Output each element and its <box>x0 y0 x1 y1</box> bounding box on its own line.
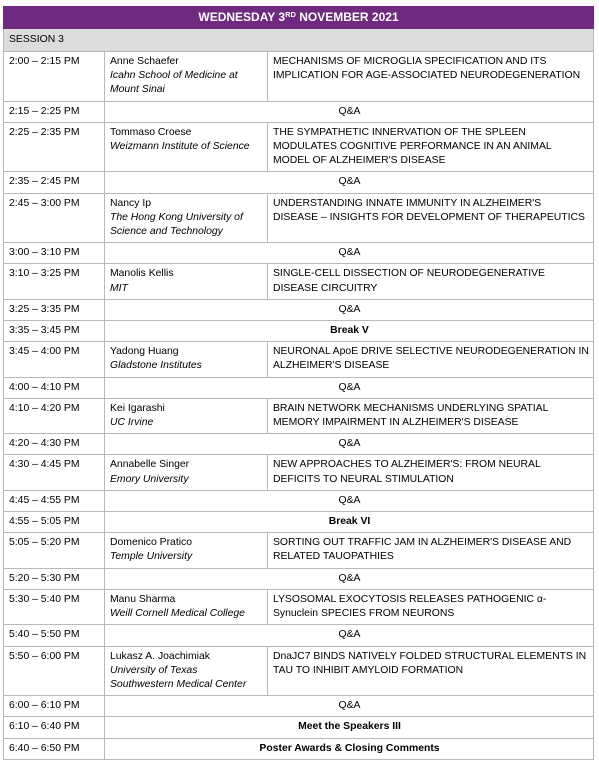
speaker-affiliation: Emory University <box>110 473 189 485</box>
qa-row <box>4 434 594 455</box>
time-cell: 6:00 – 6:10 PM <box>4 696 105 717</box>
talk-row <box>4 342 594 377</box>
speaker-cell <box>105 342 268 377</box>
speaker-cell <box>105 589 268 624</box>
day-title-month-year: NOVEMBER 2021 <box>295 10 399 25</box>
qa-label: Q&A <box>105 101 594 122</box>
speaker-name: Tommaso Croese <box>110 126 192 138</box>
time-cell: 6:10 – 6:40 PM <box>4 717 105 738</box>
talk-title: BRAIN NETWORK MECHANISMS UNDERLYING SPATIAL MEMORY IMPAIRMENT IN ALZHEIMER'S DISEASE <box>268 398 594 433</box>
speaker-cell <box>105 52 268 102</box>
speaker-affiliation: Weizmann Institute of Science <box>110 141 250 153</box>
speaker-cell <box>105 122 268 172</box>
schedule-page <box>3 6 593 760</box>
qa-label: Q&A <box>105 243 594 264</box>
session-row <box>4 29 594 52</box>
qa-label: Q&A <box>105 434 594 455</box>
time-cell: 3:45 – 4:00 PM <box>4 342 105 377</box>
time-cell: 2:35 – 2:45 PM <box>4 172 105 193</box>
speaker-cell <box>105 646 268 696</box>
qa-row <box>4 625 594 646</box>
time-cell: 3:25 – 3:35 PM <box>4 299 105 320</box>
break-label: Break V <box>105 321 594 342</box>
qa-row <box>4 101 594 122</box>
session-label: SESSION 3 <box>4 29 594 52</box>
talk-row <box>4 193 594 243</box>
break-row <box>4 738 594 759</box>
break-row <box>4 717 594 738</box>
qa-row <box>4 377 594 398</box>
talk-title: LYSOSOMAL EXOCYTOSIS RELEASES PATHOGENIC α-Synuclein SPECIES FROM NEURONS <box>268 589 594 624</box>
speaker-cell <box>105 398 268 433</box>
speaker-name: Manolis Kellis <box>110 268 174 280</box>
speaker-name: Yadong Huang <box>110 346 179 358</box>
time-cell: 5:20 – 5:30 PM <box>4 568 105 589</box>
header-row <box>4 7 594 29</box>
speaker-name: Anne Schaefer <box>110 56 179 67</box>
qa-row <box>4 490 594 511</box>
time-cell: 3:10 – 3:25 PM <box>4 264 105 299</box>
time-cell: 2:15 – 2:25 PM <box>4 101 105 122</box>
break-label: Break VI <box>105 512 594 533</box>
qa-label: Q&A <box>105 299 594 320</box>
time-cell: 5:40 – 5:50 PM <box>4 625 105 646</box>
time-cell: 4:00 – 4:10 PM <box>4 377 105 398</box>
speaker-name: Nancy Ip <box>110 197 152 209</box>
qa-label: Q&A <box>105 568 594 589</box>
break-row <box>4 512 594 533</box>
talk-row <box>4 264 594 299</box>
speaker-cell <box>105 193 268 243</box>
day-title-day: WEDNESDAY 3 <box>198 10 286 25</box>
talk-title: SINGLE-CELL DISSECTION OF NEURODEGENERATIVE DISEASE CIRCUITRY <box>268 264 594 299</box>
qa-label: Q&A <box>105 172 594 193</box>
qa-row <box>4 172 594 193</box>
talk-row <box>4 122 594 172</box>
speaker-affiliation: Weill Cornell Medical College <box>110 608 245 620</box>
qa-label: Q&A <box>105 377 594 398</box>
speaker-name: Annabelle Singer <box>110 459 190 471</box>
speaker-affiliation: UC Irvine <box>110 417 154 429</box>
time-cell: 5:50 – 6:00 PM <box>4 646 105 696</box>
qa-row <box>4 568 594 589</box>
time-cell: 4:55 – 5:05 PM <box>4 512 105 533</box>
talk-title: SORTING OUT TRAFFIC JAM IN ALZHEIMER'S DISEASE AND RELATED TAUOPATHIES <box>268 533 594 568</box>
speaker-affiliation: MIT <box>110 282 128 294</box>
day-title <box>4 7 594 29</box>
speaker-name: Manu Sharma <box>110 593 176 605</box>
qa-label: Q&A <box>105 625 594 646</box>
qa-row <box>4 299 594 320</box>
time-cell: 6:40 – 6:50 PM <box>4 738 105 759</box>
qa-row <box>4 696 594 717</box>
talk-row <box>4 398 594 433</box>
speaker-name: Lukasz A. Joachimiak <box>110 650 210 662</box>
time-cell: 3:35 – 3:45 PM <box>4 321 105 342</box>
talk-row <box>4 52 594 102</box>
talk-row <box>4 455 594 490</box>
day-title-ordinal: RD <box>285 10 296 20</box>
break-label: Meet the Speakers III <box>105 717 594 738</box>
talk-title: THE SYMPATHETIC INNERVATION OF THE SPLEEN MODULATES COGNITIVE PERFORMANCE IN AN ANIMAL MODEL OF ALZHEIMER'S DISEASE <box>268 122 594 172</box>
time-cell: 4:10 – 4:20 PM <box>4 398 105 433</box>
schedule-table <box>3 6 594 760</box>
time-cell: 4:20 – 4:30 PM <box>4 434 105 455</box>
time-cell: 2:00 – 2:15 PM <box>4 52 105 102</box>
talk-row <box>4 646 594 696</box>
break-label: Poster Awards & Closing Comments <box>105 738 594 759</box>
speaker-affiliation: The Hong Kong University of Science and Technology <box>110 211 243 238</box>
speaker-cell <box>105 455 268 490</box>
qa-row <box>4 243 594 264</box>
time-cell: 5:30 – 5:40 PM <box>4 589 105 624</box>
time-cell: 4:45 – 4:55 PM <box>4 490 105 511</box>
talk-title: UNDERSTANDING INNATE IMMUNITY IN ALZHEIMER'S DISEASE – INSIGHTS FOR DEVELOPMENT OF THERAPEUTICS <box>268 193 594 243</box>
time-cell: 3:00 – 3:10 PM <box>4 243 105 264</box>
talk-title: NEW APPROACHES TO ALZHEIMER'S: FROM NEURAL DEFICITS TO NEURAL STIMULATION <box>268 455 594 490</box>
speaker-name: Kei Igarashi <box>110 402 165 414</box>
time-cell: 5:05 – 5:20 PM <box>4 533 105 568</box>
talk-row <box>4 589 594 624</box>
speaker-affiliation: Gladstone Institutes <box>110 360 202 372</box>
speaker-cell <box>105 264 268 299</box>
talk-title: NEURONAL ApoE DRIVE SELECTIVE NEURODEGENERATION IN ALZHEIMER'S DISEASE <box>268 342 594 377</box>
time-cell: 2:45 – 3:00 PM <box>4 193 105 243</box>
talk-title: MECHANISMS OF MICROGLIA SPECIFICATION AND ITS IMPLICATION FOR AGE-ASSOCIATED NEURODEGENERATION <box>268 52 594 102</box>
time-cell: 4:30 – 4:45 PM <box>4 455 105 490</box>
qa-label: Q&A <box>105 696 594 717</box>
talk-title: DnaJC7 BINDS NATIVELY FOLDED STRUCTURAL ELEMENTS IN TAU TO INHIBIT AMYLOID FORMATION <box>268 646 594 696</box>
speaker-affiliation: Icahn School of Medicine at Mount Sinai <box>110 70 238 96</box>
qa-label: Q&A <box>105 490 594 511</box>
speaker-name: Domenico Pratico <box>110 537 193 549</box>
speaker-affiliation: Temple University <box>110 551 193 563</box>
break-row <box>4 321 594 342</box>
talk-row <box>4 533 594 568</box>
speaker-cell <box>105 533 268 568</box>
time-cell: 2:25 – 2:35 PM <box>4 122 105 172</box>
speaker-affiliation: University of Texas Southwestern Medical Center <box>110 664 247 690</box>
